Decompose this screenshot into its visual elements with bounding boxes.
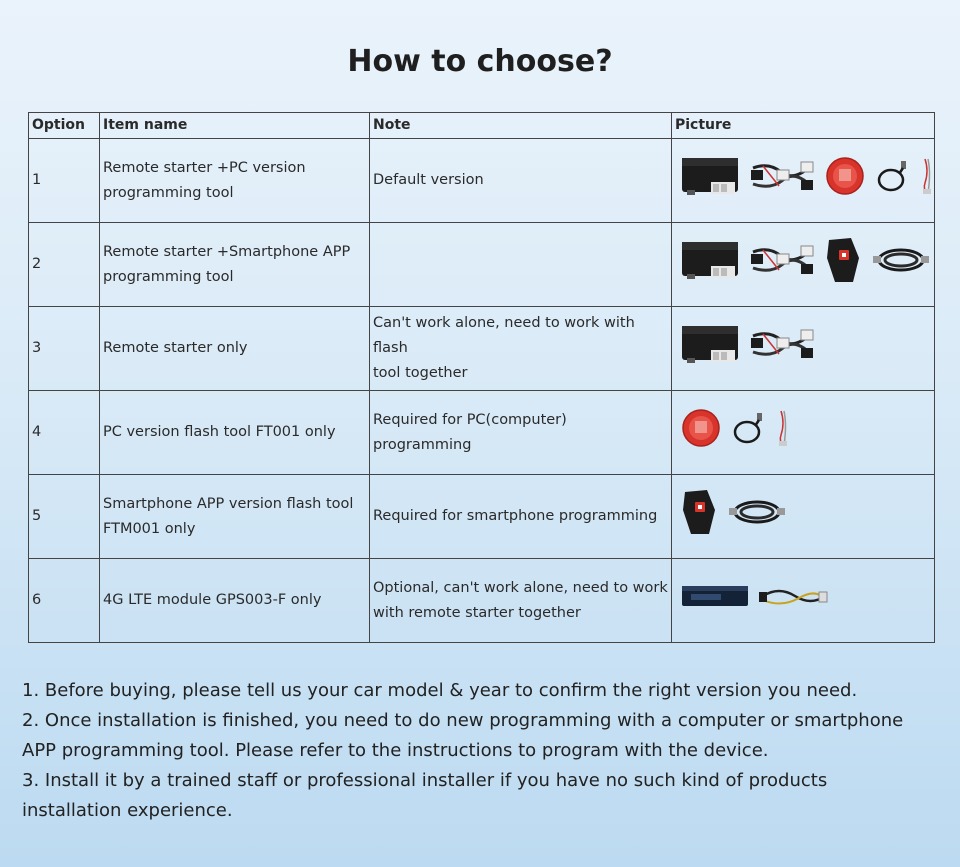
- note-line: tool together: [373, 365, 468, 381]
- item-name-line: Remote starter only: [103, 340, 248, 356]
- option-number: 5: [29, 475, 100, 559]
- item-name: [100, 139, 370, 223]
- note-line: with remote starter together: [373, 604, 581, 621]
- header-note: Note: [370, 113, 672, 139]
- table-row: [29, 139, 935, 223]
- obd-adapter-icon: [825, 236, 861, 293]
- note-line: Required for PC(computer) programming: [373, 411, 567, 453]
- note: [370, 559, 672, 643]
- item-name-line: FTM001 only: [103, 520, 196, 537]
- item-name: [100, 223, 370, 307]
- option-number: 6: [29, 559, 100, 643]
- flash-tool-icon: [825, 156, 865, 205]
- table-row: [29, 559, 935, 643]
- module-icon: [681, 324, 739, 373]
- table-header-row: [29, 113, 935, 139]
- item-name: [100, 559, 370, 643]
- usb-cable-icon: [731, 410, 767, 455]
- note: [370, 391, 672, 475]
- note: [370, 307, 672, 391]
- module-icon: [681, 156, 739, 205]
- usb-cable-icon: [875, 158, 911, 203]
- table-row: [29, 307, 935, 391]
- note-1: 1. Before buying, please tell us your car model & year to confirm the right version you need.: [22, 680, 858, 701]
- note-2: 2. Once installation is finished, you need to do new programming with a computer or smartphone APP programming tool. Please refer to the instructions to program with the device.: [22, 710, 904, 761]
- note-3: 3. Install it by a trained staff or professional installer if you have no such kind of products installation experience.: [22, 770, 828, 821]
- lte-harness-icon: [759, 582, 829, 619]
- harness-icon: [749, 242, 815, 287]
- notes: [22, 676, 922, 826]
- item-name-line: 4G LTE module GPS003-F only: [103, 592, 322, 608]
- picture: [672, 475, 935, 559]
- item-name-line: programming tool: [103, 268, 234, 285]
- harness-icon: [749, 326, 815, 371]
- table-row: [29, 475, 935, 559]
- option-number: 3: [29, 307, 100, 391]
- header-option: Option: [29, 113, 100, 139]
- option-number: 1: [29, 139, 100, 223]
- item-name-line: PC version flash tool FT001 only: [103, 424, 336, 440]
- item-name-line: Remote starter +PC version: [103, 159, 306, 176]
- wire-icon: [777, 409, 789, 456]
- table-row: [29, 391, 935, 475]
- note-line: Optional, can't work alone, need to work: [373, 579, 668, 596]
- item-name: [100, 475, 370, 559]
- item-name-line: Smartphone APP version flash tool: [103, 495, 354, 512]
- item-name: [100, 307, 370, 391]
- wire-icon: [921, 157, 933, 204]
- options-table: [28, 112, 935, 643]
- cable-coil-icon: [727, 497, 787, 536]
- flash-tool-icon: [681, 408, 721, 457]
- note-line: Can't work alone, need to work with flash: [373, 315, 635, 356]
- header-item-name: Item name: [100, 113, 370, 139]
- lte-module-icon: [681, 583, 749, 618]
- picture: [672, 307, 935, 391]
- note-line: Required for smartphone programming: [373, 508, 658, 524]
- page-title: How to choose?: [347, 44, 613, 79]
- obd-adapter-icon: [681, 488, 717, 545]
- item-name-line: programming tool: [103, 184, 234, 201]
- cable-coil-icon: [871, 245, 931, 284]
- note: [370, 223, 672, 307]
- note-line: Default version: [373, 172, 484, 188]
- module-icon: [681, 240, 739, 289]
- picture: [672, 223, 935, 307]
- picture: [672, 139, 935, 223]
- picture: [672, 391, 935, 475]
- harness-icon: [749, 158, 815, 203]
- option-number: 2: [29, 223, 100, 307]
- option-number: 4: [29, 391, 100, 475]
- item-name: [100, 391, 370, 475]
- table-row: [29, 223, 935, 307]
- picture: [672, 559, 935, 643]
- note: [370, 139, 672, 223]
- item-name-line: Remote starter +Smartphone APP: [103, 243, 351, 260]
- note: [370, 475, 672, 559]
- header-picture: Picture: [672, 113, 935, 139]
